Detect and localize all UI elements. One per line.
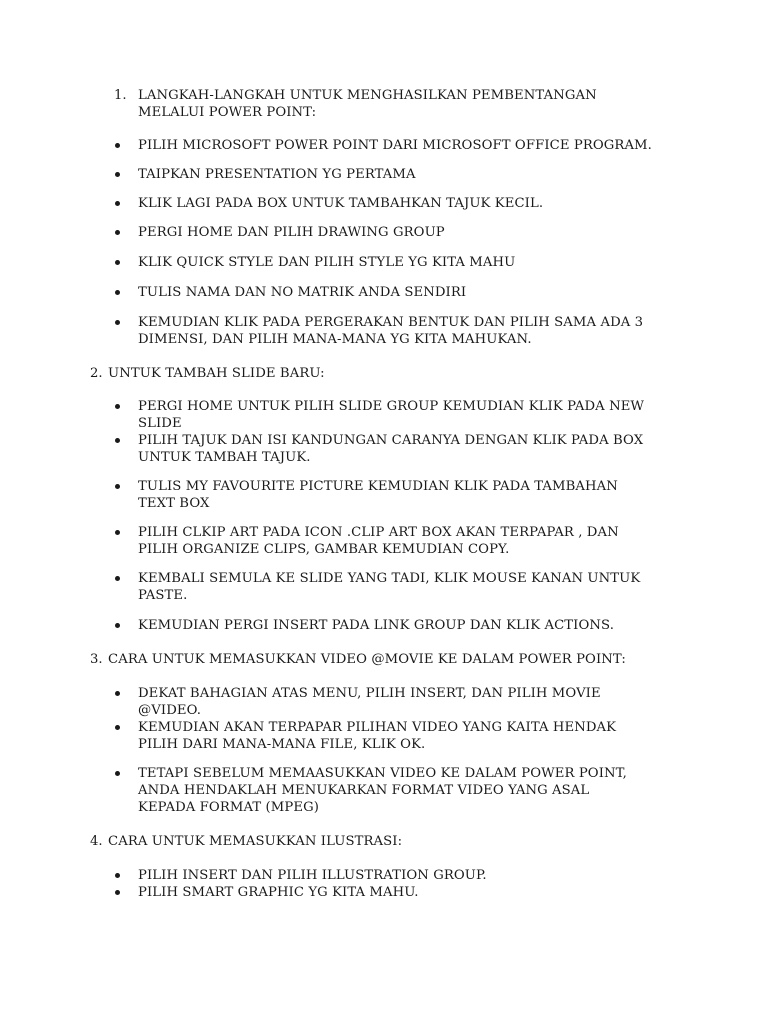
bullet-icon — [115, 230, 120, 235]
list-item-text: KLIK LAGI PADA BOX UNTUK TAMBAHKAN TAJUK KECIL. — [138, 196, 544, 211]
list-item-text: PILIH ORGANIZE CLIPS, GAMBAR KEMUDIAN COPY. — [138, 542, 510, 557]
list-item-text: UNTUK TAMBAH TAJUK. — [138, 450, 311, 465]
list-item-text: KEPADA FORMAT (MPEG) — [138, 800, 319, 815]
list-item-text: @VIDEO. — [138, 703, 202, 718]
list-item-text: KLIK QUICK STYLE DAN PILIH STYLE YG KITA MAHU — [138, 255, 516, 270]
list-item-text: SLIDE — [138, 416, 182, 431]
section-heading-line: CARA UNTUK MEMASUKKAN VIDEO @MOVIE KE DALAM POWER POINT: — [108, 652, 626, 667]
bullet-icon — [115, 290, 120, 295]
list-item-text: TULIS MY FAVOURITE PICTURE KEMUDIAN KLIK PADA TAMBAHAN — [138, 479, 618, 494]
section-heading-line: CARA UNTUK MEMASUKKAN ILUSTRASI: — [108, 834, 403, 849]
list-item-text: PILIH INSERT DAN PILIH ILLUSTRATION GROUP. — [138, 868, 487, 883]
section-number: 4. — [90, 834, 103, 849]
bullet-icon — [115, 143, 120, 148]
section-heading-line: LANGKAH-LANGKAH UNTUK MENGHASILKAN PEMBENTANGAN — [138, 88, 597, 103]
section-number: 3. — [90, 652, 103, 667]
list-item-text: KEMUDIAN AKAN TERPAPAR PILIHAN VIDEO YANG KAITA HENDAK — [138, 720, 617, 735]
list-item-text: PASTE. — [138, 588, 188, 603]
list-item-text: ANDA HENDAKLAH MENUKARKAN FORMAT VIDEO YANG ASAL — [138, 783, 590, 798]
list-item-text: TULIS NAMA DAN NO MATRIK ANDA SENDIRI — [138, 285, 467, 300]
bullet-icon — [115, 725, 120, 730]
bullet-icon — [115, 438, 120, 443]
list-item-text: KEMUDIAN PERGI INSERT PADA LINK GROUP DAN KLIK ACTIONS. — [138, 618, 614, 633]
section-heading-line: UNTUK TAMBAH SLIDE BARU: — [108, 366, 325, 381]
bullet-icon — [115, 771, 120, 776]
section-number: 2. — [90, 366, 103, 381]
bullet-icon — [115, 576, 120, 581]
list-item-text: TETAPI SEBELUM MEMAASUKKAN VIDEO KE DALAM POWER POINT, — [138, 766, 627, 781]
list-item-text: PILIH DARI MANA-MANA FILE, KLIK OK. — [138, 737, 426, 752]
bullet-icon — [115, 260, 120, 265]
bullet-icon — [115, 691, 120, 696]
section-heading-line: MELALUI POWER POINT: — [138, 105, 317, 120]
list-item-text: TAIPKAN PRESENTATION YG PERTAMA — [138, 167, 416, 182]
bullet-icon — [115, 623, 120, 628]
bullet-icon — [115, 404, 120, 409]
bullet-icon — [115, 172, 120, 177]
list-item-text: PERGI HOME DAN PILIH DRAWING GROUP — [138, 225, 445, 240]
list-item-text: KEMBALI SEMULA KE SLIDE YANG TADI, KLIK MOUSE KANAN UNTUK — [138, 571, 641, 586]
list-item-text: PILIH CLKIP ART PADA ICON .CLIP ART BOX AKAN TERPAPAR , DAN — [138, 525, 619, 540]
bullet-icon — [115, 320, 120, 325]
list-item-text: KEMUDIAN KLIK PADA PERGERAKAN BENTUK DAN PILIH SAMA ADA 3 — [138, 315, 644, 330]
list-item-text: DEKAT BAHAGIAN ATAS MENU, PILIH INSERT, DAN PILIH MOVIE — [138, 686, 601, 701]
list-item-text: PILIH TAJUK DAN ISI KANDUNGAN CARANYA DENGAN KLIK PADA BOX — [138, 433, 644, 448]
bullet-icon — [115, 201, 120, 206]
list-item-text: PERGI HOME UNTUK PILIH SLIDE GROUP KEMUDIAN KLIK PADA NEW — [138, 399, 645, 414]
section-number: 1. — [114, 88, 127, 103]
list-item-text: PILIH MICROSOFT POWER POINT DARI MICROSOFT OFFICE PROGRAM. — [138, 138, 652, 153]
bullet-icon — [115, 484, 120, 489]
list-item-text: PILIH SMART GRAPHIC YG KITA MAHU. — [138, 885, 419, 900]
list-item-text: TEXT BOX — [138, 496, 210, 511]
bullet-icon — [115, 530, 120, 535]
list-item-text: DIMENSI, DAN PILIH MANA-MANA YG KITA MAHUKAN. — [138, 332, 532, 347]
bullet-icon — [115, 873, 120, 878]
bullet-icon — [115, 890, 120, 895]
